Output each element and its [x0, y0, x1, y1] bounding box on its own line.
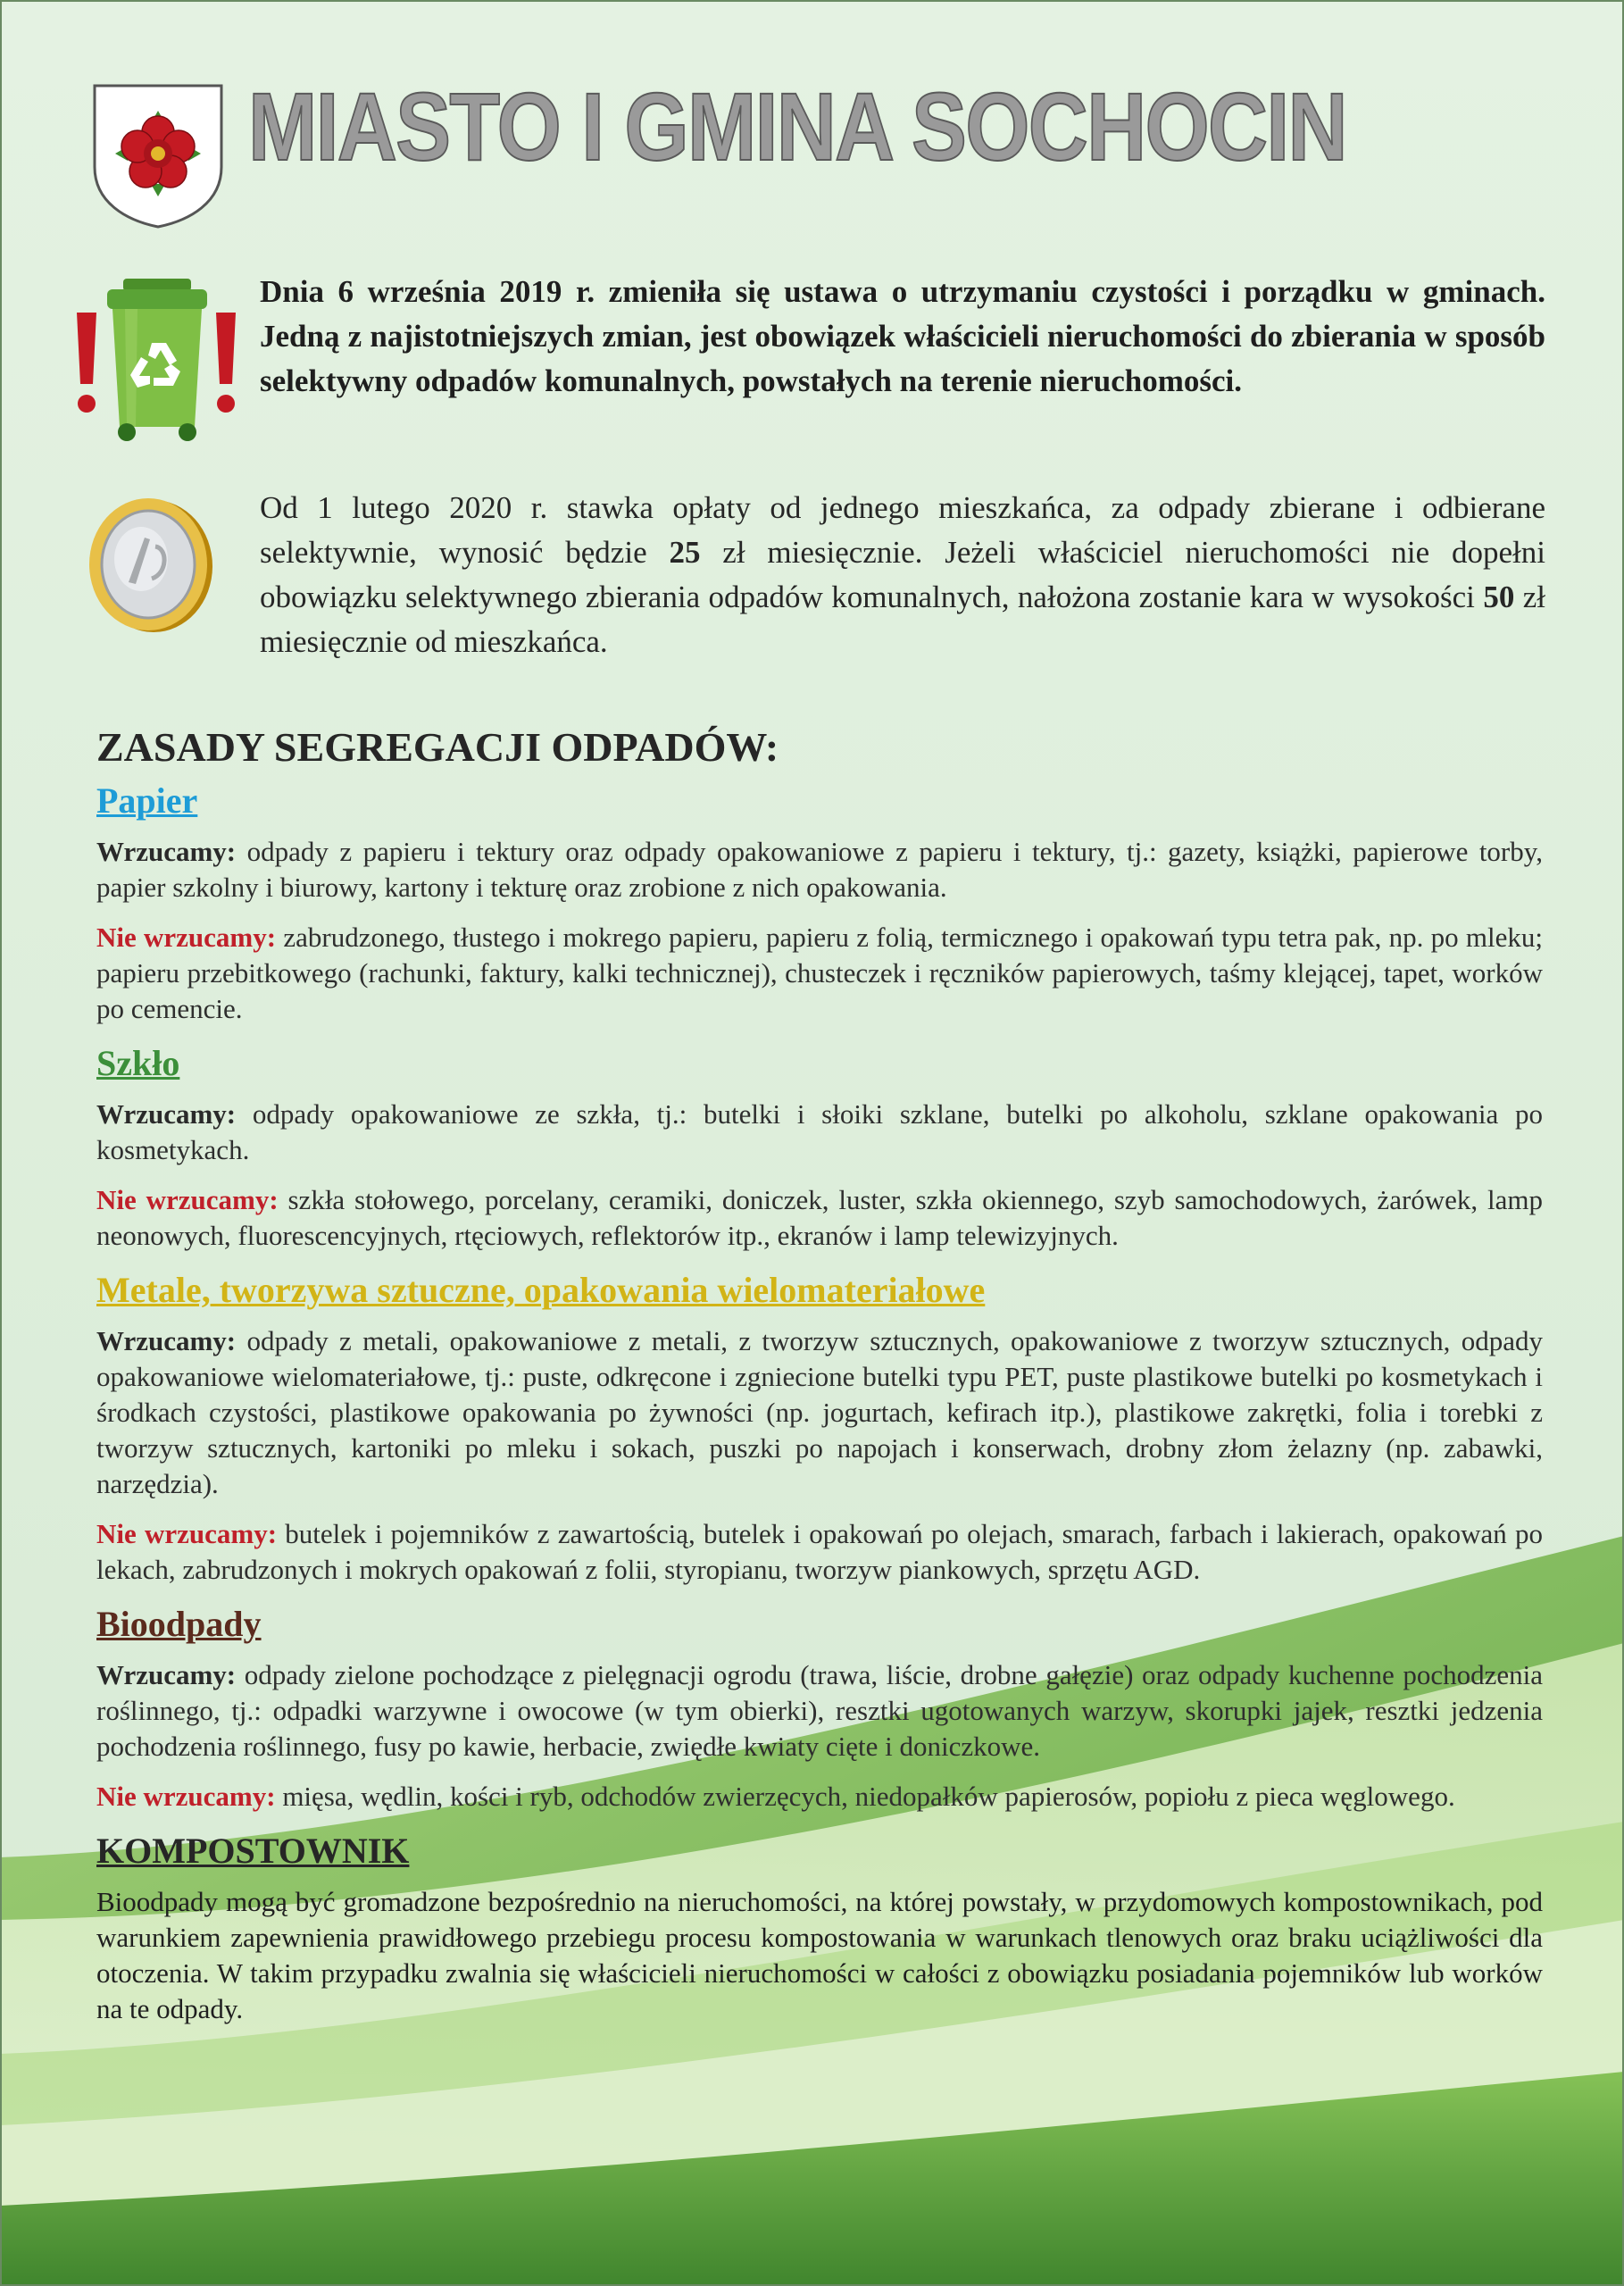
page-title: MIASTO I GMINA SOCHOCIN [248, 72, 1346, 180]
bio-forbidden [96, 1779, 1543, 1815]
paper-allowed-text: odpady z papieru i tektury oraz odpady opakowaniowe z papieru i tektury, tj.: gazety, książki, papierowe torby, papier szkolny i biurowy, kartony i tekturę oraz zrobione z nich opakowania. [96, 836, 1543, 903]
paper-allowed [96, 834, 1543, 905]
kompostownik-text: Bioodpady mogą być gromadzone bezpośrednio na nieruchomości, na której powstały, w przydomowych kompostownikach, pod warunkiem zapewnienia prawidłowego przebiegu procesu kompostowania w warunkach tlenowych oraz braku uciążliwości dla otoczenia. W takim przypadku zwalnia się właścicieli nieruchomości w całości z obowiązku posiadania pojemników lub worków na te odpady. [96, 1886, 1543, 2024]
bio-allowed-text: odpady zielone pochodzące z pielęgnacji ogrodu (trawa, liście, drobne gałęzie) oraz odpady kuchenne pochodzenia roślinnego, tj.: odpadki warzywne i owocowe (w tym obierki), resztki ugotowanych warzyw, skorupki jajek, resztki jedzenia pochodzenia roślinnego, fusy po kawie, herbacie, zwiędłe kwiaty cięte i doniczkowe. [96, 1659, 1543, 1762]
glass-forbidden [96, 1182, 1543, 1254]
category-heading-metal-plastic: Metale, tworzywa sztuczne, opakowania wielomateriałowe [96, 1270, 986, 1310]
forbidden-label: Nie wrzucamy: [96, 922, 277, 953]
allowed-label: Wrzucamy: [96, 1659, 237, 1690]
bio-forbidden-text: mięsa, wędlin, kości i ryb, odchodów zwierzęcych, niedopałków papierosów, popiołu z pieca węglowego. [275, 1781, 1455, 1812]
allowed-label: Wrzucamy: [96, 836, 237, 867]
glass-allowed-text: odpady opakowaniowe ze szkła, tj.: butelki i słoiki szklane, butelki po alkoholu, szklane opakowania po kosmetykach. [96, 1098, 1543, 1165]
fee-text-1: Od 1 lutego 2020 r. stawka opłaty od jednego mieszkańca, za odpady zbierane i odbierane selektywnie, wynosić będzie [260, 490, 1545, 570]
forbidden-label: Nie wrzucamy: [96, 1184, 279, 1215]
fee-paragraph [260, 486, 1545, 664]
fee-amount-50: 50 [1483, 580, 1515, 614]
intro-paragraph: Dnia 6 września 2019 r. zmieniła się ustawa o utrzymaniu czystości i porządku w gminach. Jedną z najistotniejszych zmian, jest obowiązek właścicieli nieruchomości do zbierania w sposób selektywny odpadów komunalnych, powstałych na terenie nieruchomości. [260, 274, 1545, 398]
euro-coin-icon [82, 493, 216, 636]
recycling-bin-icon [71, 268, 241, 446]
fee-amount-25: 25 [669, 535, 701, 570]
glass-allowed [96, 1097, 1543, 1168]
paper-forbidden-text: zabrudzonego, tłustego i mokrego papieru, papieru z folią, termicznego i opakowań typu tetra pak, np. po mleku; papieru przebitkowego (rachunki, faktury, kalki technicznej), chusteczek i ręczników papierowych, taśmy klejącej, tapet, worków po cemencie. [96, 922, 1544, 1024]
allowed-label: Wrzucamy: [96, 1098, 237, 1130]
rules-heading: ZASADY SEGREGACJI ODPADÓW: [96, 724, 779, 770]
fee-text-3: zł miesięcznie od mieszkańca. [260, 580, 1545, 659]
glass-forbidden-text: szkła stołowego, porcelany, ceramiki, doniczek, luster, szkła okiennego, szyb samochodowych, żarówek, lamp neonowych, fluorescencyjnych, rtęciowych, reflektorów itp., ekranów i lamp telewizyjnych. [96, 1184, 1543, 1251]
forbidden-label: Nie wrzucamy: [96, 1781, 276, 1812]
segregation-rules [96, 722, 1543, 2027]
rose-crest-icon [91, 82, 225, 229]
metal-allowed-text: odpady z metali, opakowaniowe z metali, z tworzyw sztucznych, opakowaniowe z tworzyw sztucznych, odpady opakowaniowe wielomateriałowe, tj.: puste, odkręcone i zgniecione butelki typu PET, puste plastikowe butelki po kosmetykach i środkach czystości, plastikowe opakowania po żywności (np. jogurtach, kefirach itp.), plastikowe zakrętki, folia i torebki z tworzyw sztucznych, kartoniki po mleku i sokach, puszki po napojach i konserwach, drobny złom żelazny (np. zabawki, narzędzia). [96, 1325, 1543, 1499]
metal-forbidden [96, 1516, 1543, 1588]
category-heading-glass: Szkło [96, 1043, 180, 1083]
allowed-label: Wrzucamy: [96, 1325, 237, 1356]
paper-forbidden [96, 920, 1543, 1027]
category-heading-paper: Papier [96, 780, 198, 821]
metal-allowed [96, 1323, 1543, 1502]
fee-text-2: zł miesięcznie. Jeżeli właściciel nieruchomości nie dopełni obowiązku selektywnego zbierania odpadów komunalnych, nałożona zostanie kara w wysokości [260, 535, 1545, 614]
kompostownik-heading: KOMPOSTOWNIK [96, 1831, 410, 1871]
metal-forbidden-text: butelek i pojemników z zawartością, butelek i opakowań po olejach, smarach, farbach i lakierach, opakowań po lekach, zabrudzonych i mokrych opakowań z folii, styropianu, tworzyw piankowych, sprzętu AGD. [96, 1518, 1543, 1585]
category-heading-bio: Bioodpady [96, 1604, 262, 1644]
forbidden-label: Nie wrzucamy: [96, 1518, 278, 1549]
bio-allowed [96, 1657, 1543, 1765]
